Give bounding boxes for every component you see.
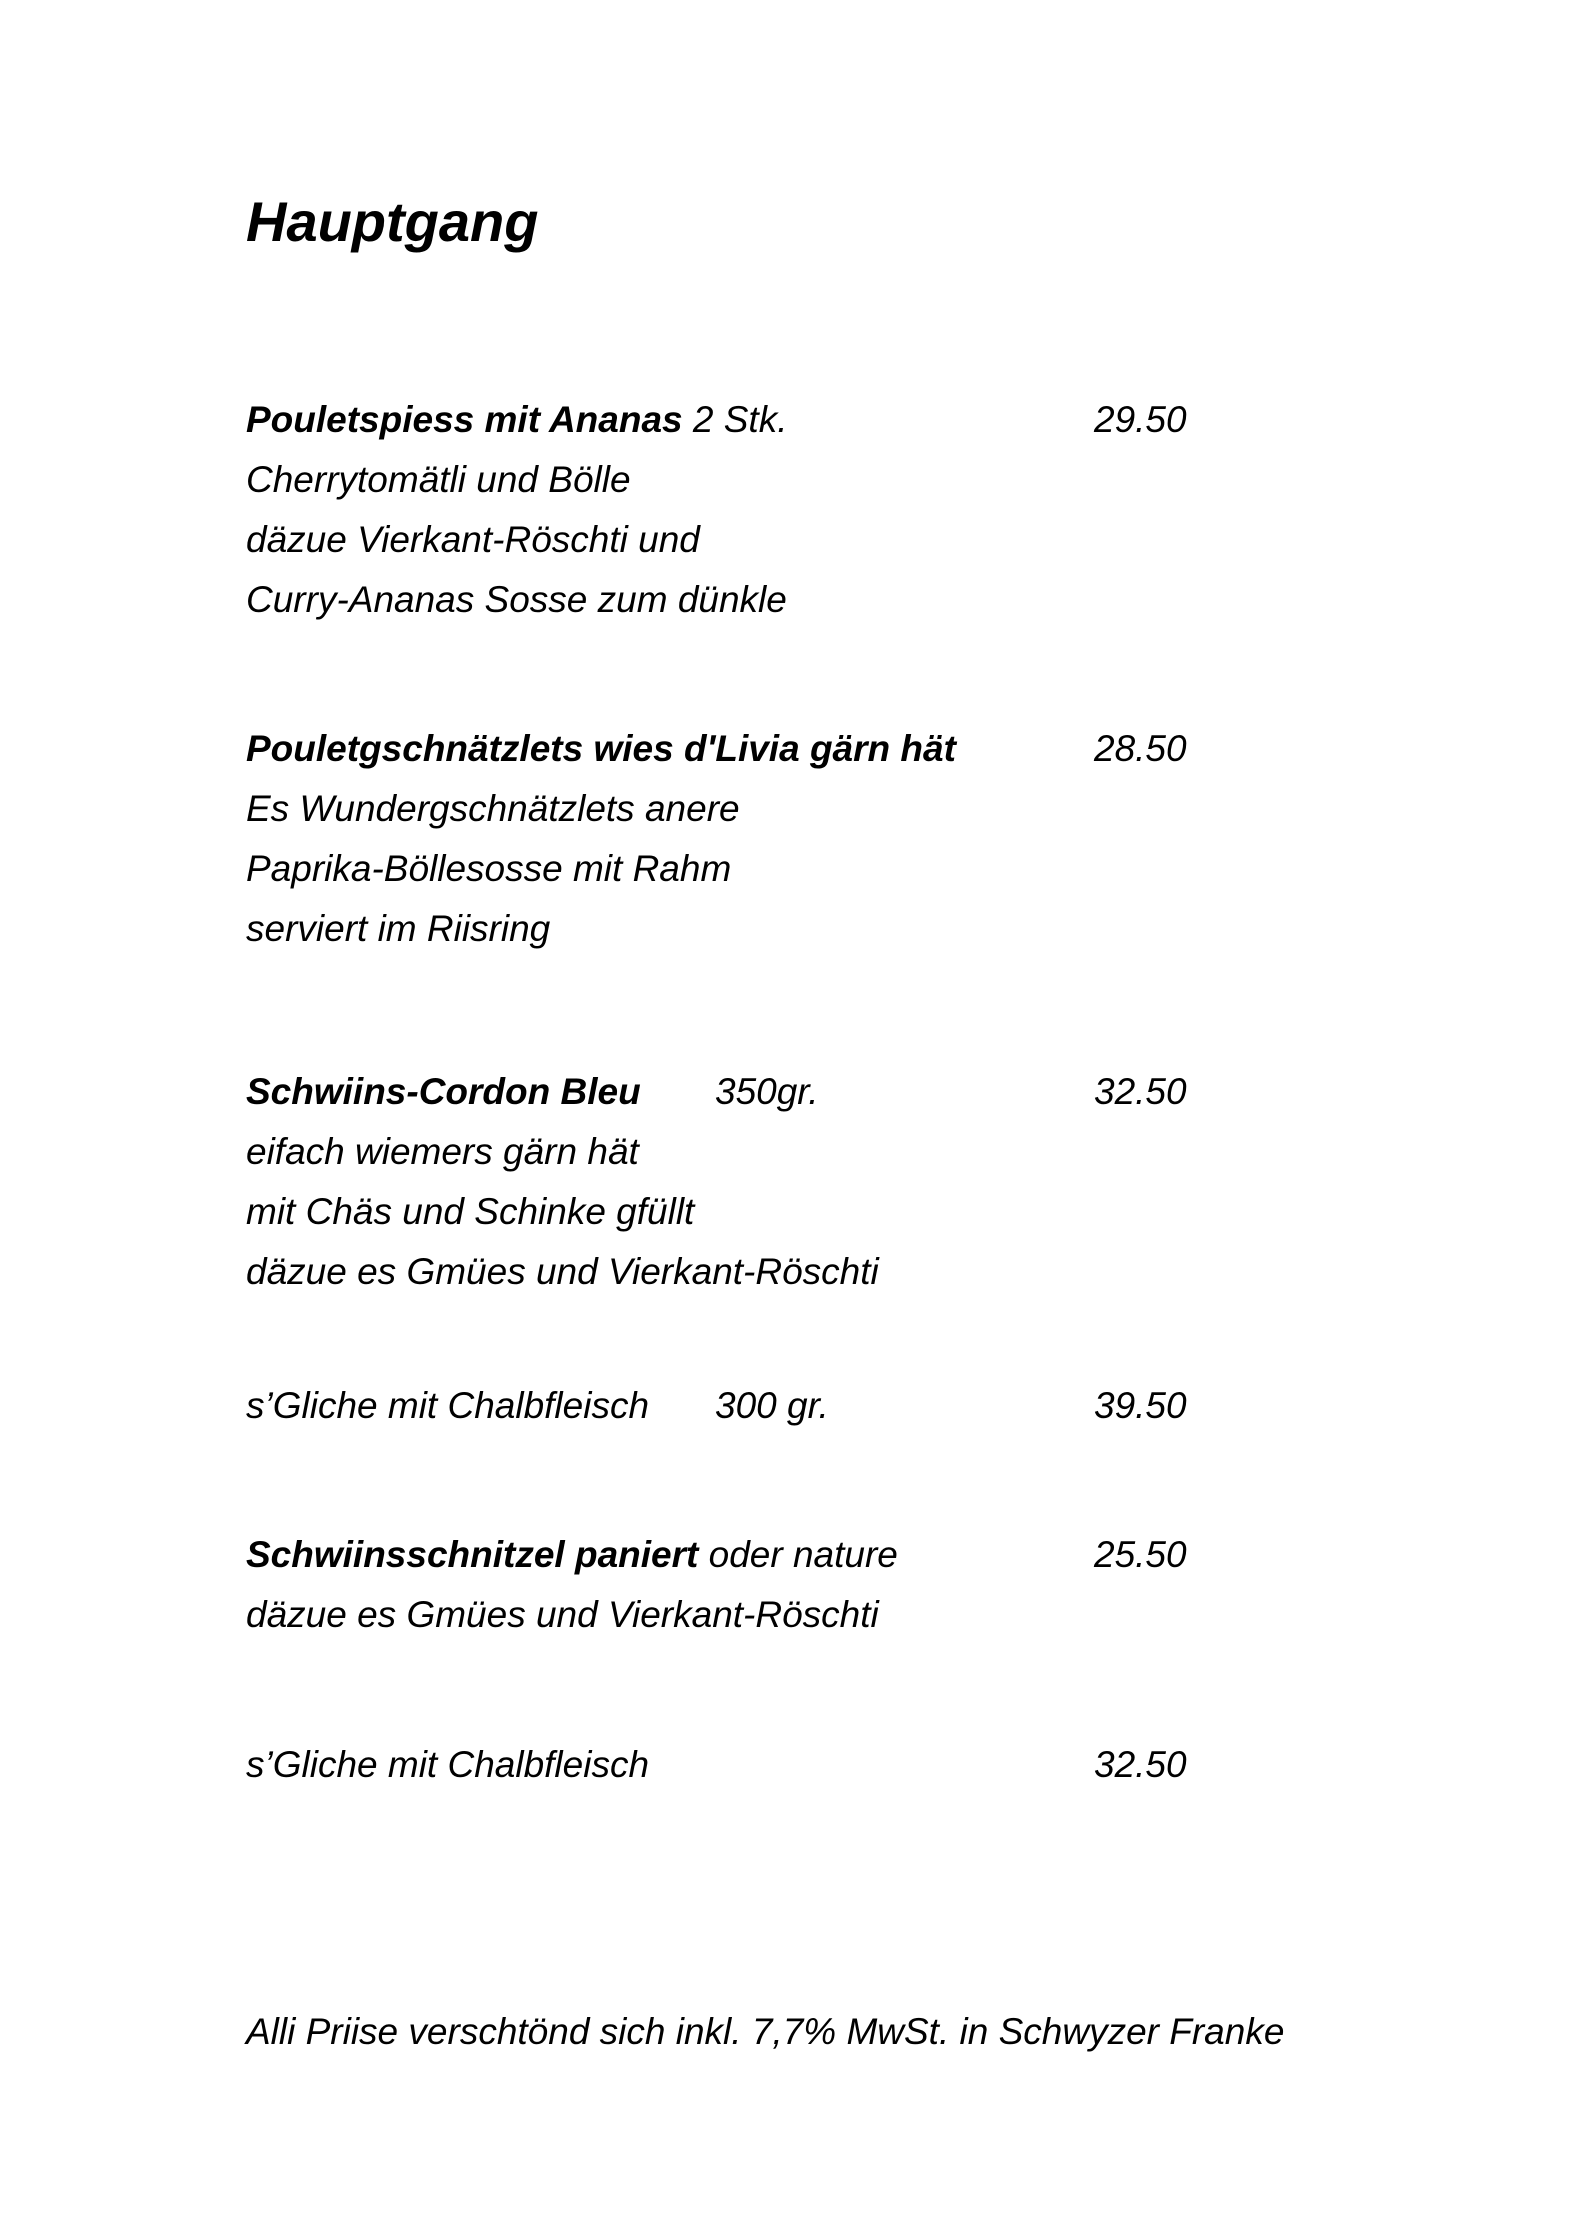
item-schnitzel-price: 25.50: [1094, 1534, 1187, 1575]
item-schnitzel-heading: [246, 1533, 898, 1577]
item-cordon-bleu-veal-name: s’Gliche mit Chalbfleisch: [246, 1385, 650, 1426]
item-description-line: Es Wundergschnätzlets anere: [246, 788, 740, 829]
item-name: Pouletspiess mit Ananas: [246, 399, 683, 440]
item-description-line: däzue es Gmües und Vierkant-Röschti: [246, 1594, 879, 1635]
item-schnitzel-veal-price: 32.50: [1094, 1744, 1187, 1785]
item-cordon-bleu-veal-price: 39.50: [1094, 1385, 1187, 1426]
item-cordon-bleu-weight: 350gr.: [715, 1071, 819, 1112]
item-description-line: serviert im Riisring: [246, 908, 551, 949]
item-description-line: däzue es Gmües und Vierkant-Röschti: [246, 1251, 879, 1292]
item-cordon-bleu-veal-weight: 300 gr.: [715, 1385, 829, 1426]
item-description-line: eifach wiemers gärn hät: [246, 1131, 639, 1172]
price-footnote: Alli Priise verschtönd sich inkl. 7,7% MwSt. in Schwyzer Franke: [246, 2011, 1285, 2052]
item-option: oder nature: [698, 1534, 898, 1575]
item-description-line: däzue Vierkant-Röschti und: [246, 519, 700, 560]
item-pouletspiess-heading: [246, 398, 787, 442]
item-schnitzel-veal-name: s’Gliche mit Chalbfleisch: [246, 1744, 650, 1785]
item-description-line: Cherrytomätli und Bölle: [246, 459, 631, 500]
item-description-line: mit Chäs und Schinke gfüllt: [246, 1191, 695, 1232]
item-description-line: Curry-Ananas Sosse zum dünkle: [246, 579, 787, 620]
item-cordon-bleu-name: Schwiins-Cordon Bleu: [246, 1071, 641, 1112]
page-title: Hauptgang: [246, 190, 539, 253]
item-name: Schwiinsschnitzel paniert: [246, 1534, 699, 1575]
item-cordon-bleu-price: 32.50: [1094, 1071, 1187, 1112]
item-pouletgschnaetzlets-name: Pouletgschnätzlets wies d'Livia gärn hät: [246, 728, 956, 769]
item-quantity: 2 Stk.: [682, 399, 788, 440]
item-pouletgschnaetzlets-price: 28.50: [1094, 728, 1187, 769]
item-pouletspiess-price: 29.50: [1094, 399, 1187, 440]
item-description-line: Paprika-Böllesosse mit Rahm: [246, 848, 732, 889]
